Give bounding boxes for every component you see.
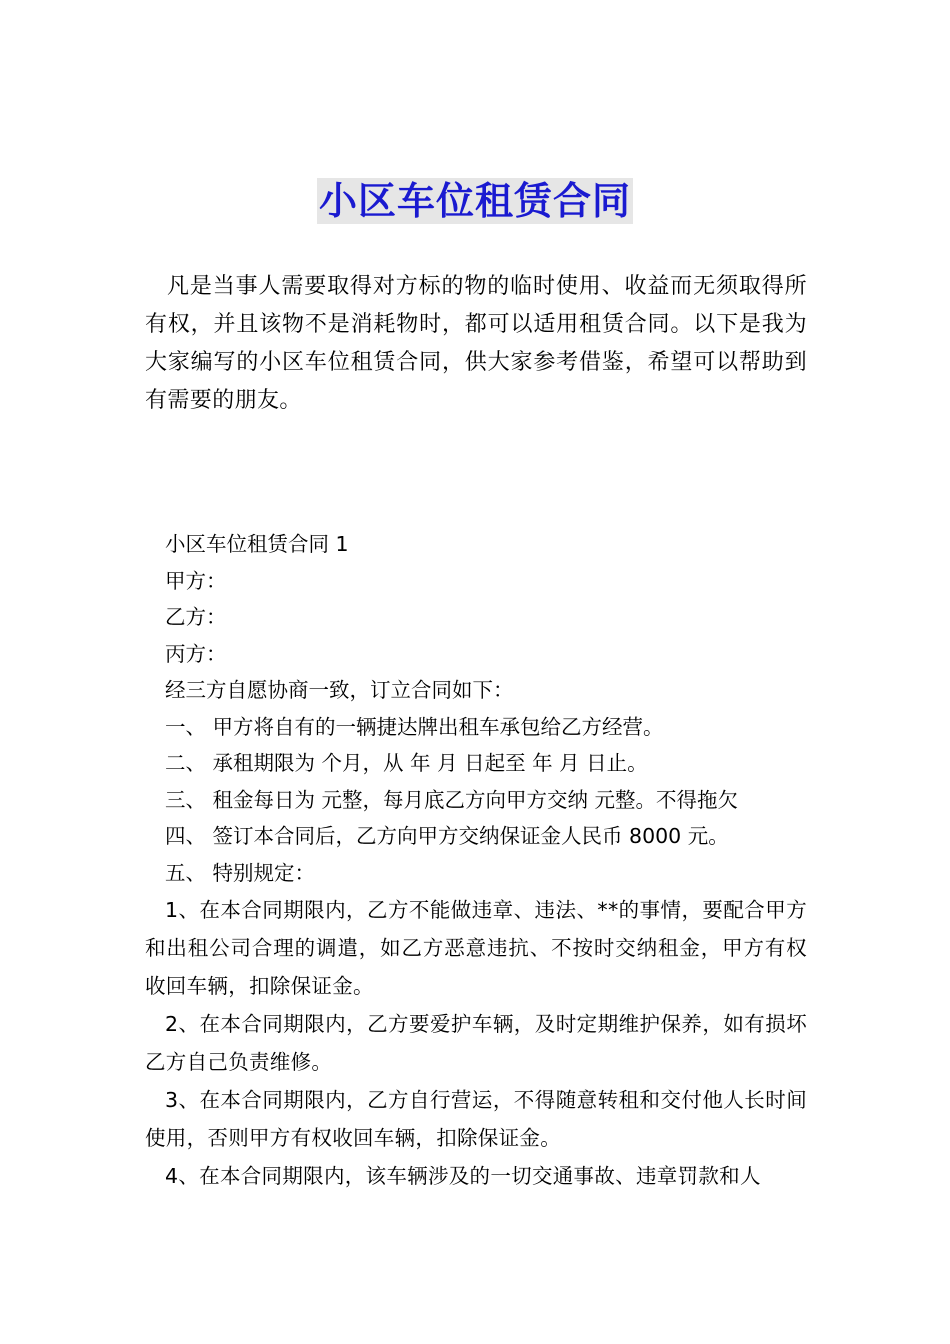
special-rule-2: 2、在本合同期限内，乙方要爱护车辆，及时定期维护保养，如有损坏乙方自己负责维修。 bbox=[145, 1012, 807, 1074]
clause-4: 四、 签订本合同后，乙方向甲方交纳保证金人民币 8000 元。 bbox=[165, 824, 729, 848]
clause-1: 一、 甲方将自有的一辆捷达牌出租车承包给乙方经营。 bbox=[165, 714, 664, 739]
special-rule-3: 3、在本合同期限内，乙方自行营运，不得随意转租和交付他人长时间使用，否则甲方有权收回车辆，扣除保证金。 bbox=[145, 1088, 807, 1150]
special-rule-1: 1、在本合同期限内，乙方不能做违章、违法、**的事情，要配合甲方和出租公司合理的调遣，如乙方恶意违抗、不按时交纳租金，甲方有权收回车辆，扣除保证金。 bbox=[145, 898, 807, 998]
clause-3: 三、 租金每日为 元整，每月底乙方向甲方交纳 元整。不得拖欠 bbox=[165, 787, 739, 812]
title-container bbox=[0, 178, 950, 224]
special-rule-4: 4、在本合同期限内，该车辆涉及的一切交通事故、违章罚款和人 bbox=[165, 1164, 761, 1188]
party-c-line: 丙方： bbox=[165, 641, 227, 666]
contract-body bbox=[145, 526, 807, 1195]
intro-paragraph: 凡是当事人需要取得对方标的物的临时使用、收益而无须取得所有权，并且该物不是消耗物时，都可以适用租赁合同。以下是我为大家编写的小区车位租赁合同，供大家参考借鉴，希望可以帮助到有需要的朋友。 bbox=[145, 274, 807, 413]
party-b-line: 乙方： bbox=[165, 605, 227, 629]
party-a-line: 甲方： bbox=[165, 568, 227, 593]
contract-heading: 小区车位租赁合同 1 bbox=[165, 532, 349, 556]
clause-2: 二、 承租期限为 个月，从 年 月 日起至 年 月 日止。 bbox=[165, 751, 648, 775]
agreement-intro-line: 经三方自愿协商一致，订立合同如下： bbox=[165, 678, 514, 702]
clause-5-heading: 五、 特别规定： bbox=[165, 860, 316, 885]
document-title: 小区车位租赁合同 bbox=[318, 179, 631, 223]
